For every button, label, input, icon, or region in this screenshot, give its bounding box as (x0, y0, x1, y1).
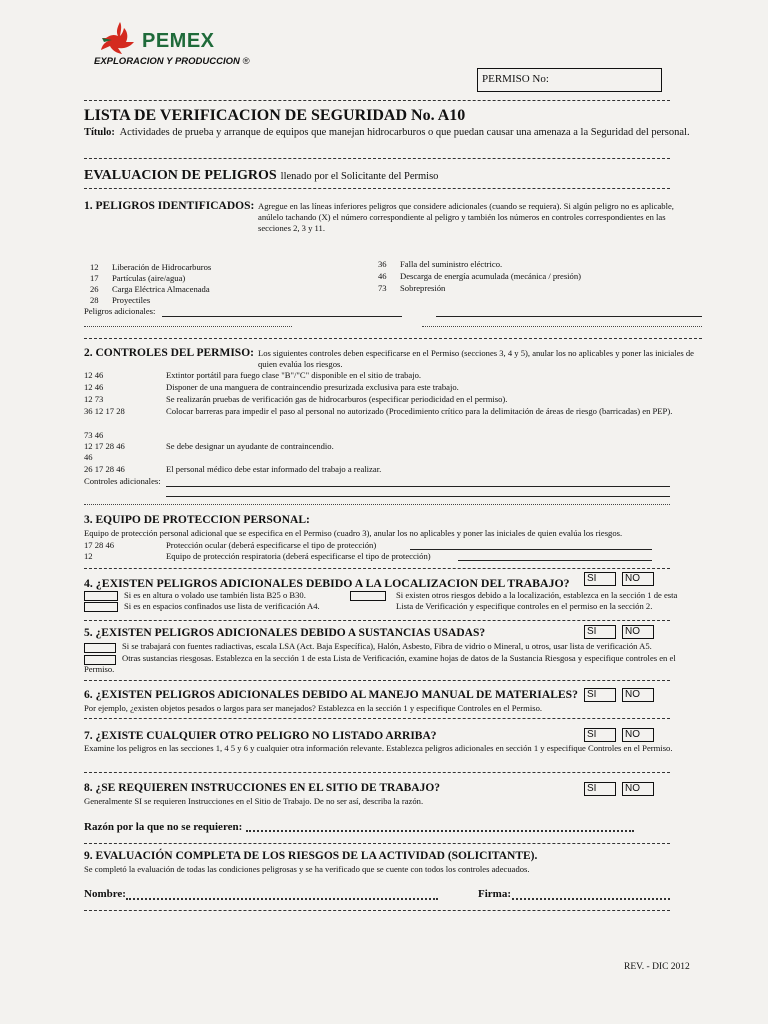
divider (84, 620, 670, 621)
hazard-code: 26 (90, 284, 99, 294)
section-9-heading: 9. EVALUACIÓN COMPLETA DE LOS RIESGOS DE LA ACTIVIDAD (SOLICITANTE). (84, 850, 538, 862)
logo-subsidiary: EXPLORACION Y PRODUCCION ® (94, 56, 250, 67)
hazard-code: 28 (90, 295, 99, 305)
hazard-text: Sobrepresión (400, 283, 446, 293)
checkbox-other-location[interactable] (350, 591, 386, 601)
hazard-code: 73 (378, 283, 387, 293)
section-4-heading: 4. ¿EXISTEN PELIGROS ADICIONALES DEBIDO A LA LOCALIZACION DEL TRABAJO? (84, 576, 570, 590)
yes-checkbox[interactable]: SI (584, 728, 616, 742)
option-text: Si es en espacios confinados use lista de verificación A4. (124, 601, 320, 611)
divider (84, 843, 670, 844)
yes-checkbox[interactable]: SI (584, 782, 616, 796)
divider (84, 338, 702, 339)
no-checkbox[interactable]: NO (622, 782, 654, 796)
ppe-text: Equipo de protección respiratoria (deberá especificarse el tipo de protección) (166, 551, 431, 561)
additional-hazards-line[interactable] (84, 326, 292, 327)
control-text: Colocar barreras para impedir el paso al personal no autorizado (Procedimiento crítico para la delimitación de áreas de riesgo (barricadas) en PEP). (166, 406, 673, 416)
hazard-code: 36 (378, 259, 387, 269)
divider (84, 158, 670, 159)
additional-hazards-line[interactable] (422, 326, 702, 327)
additional-hazards-label: Peligros adicionales: (84, 306, 156, 316)
no-checkbox[interactable]: NO (622, 728, 654, 742)
hazard-text: Liberación de Hidrocarburos (112, 262, 212, 272)
checkbox-confined[interactable] (84, 602, 118, 612)
hazard-code: 46 (378, 271, 387, 281)
name-field[interactable] (126, 898, 438, 900)
eval-heading: EVALUACION DE PELIGROS llenado por el Solicitante del Permiso (84, 168, 439, 183)
signature-label: Firma: (478, 888, 511, 900)
control-text: Disponer de una manguera de contraincendio presurizada exclusiva para este trabajo. (166, 382, 459, 392)
section-2-instructions: Los siguientes controles deben especificarse en el Permiso (secciones 3, 4 y 5), anular los no aplicables y poner las iniciales de quien evalúa los riesgos. (258, 348, 694, 369)
option-text: Si se trabajará con fuentes radiactivas, escala LSA (Act. Baja Específica), Halón, Asbesto, Fibra de vidrio o Mineral, u otros, usar lista de verificación A5. (122, 641, 652, 651)
checkbox-height[interactable] (84, 591, 118, 601)
section-2-heading: 2. CONTROLES DEL PERMISO: (84, 347, 254, 359)
yes-checkbox[interactable]: SI (584, 572, 616, 586)
ppe-code: 12 (84, 551, 93, 561)
control-code: 12 46 (84, 370, 104, 380)
additional-controls-line[interactable] (84, 504, 670, 505)
reason-label: Razón por la que no se requieren: (84, 821, 243, 833)
reason-field[interactable] (246, 830, 634, 832)
section-8-text: Generalmente SI se requieren Instrucciones en el Sitio de Trabajo. De no ser así, describa la razón. (84, 796, 424, 806)
control-text: El personal médico debe estar informado del trabajo a realizar. (166, 464, 382, 474)
control-code: 12 46 (84, 382, 104, 392)
yes-checkbox[interactable]: SI (584, 625, 616, 639)
no-checkbox[interactable]: NO (622, 572, 654, 586)
divider (84, 680, 670, 681)
option-text: Si es en altura o volado use también lista B25 o B30. (124, 590, 306, 600)
hazard-text: Descarga de energía acumulada (mecánica / presión) (400, 271, 582, 281)
additional-controls-line[interactable] (166, 496, 670, 497)
hazard-text: Falla del suministro eléctrico. (400, 259, 503, 269)
no-checkbox[interactable]: NO (622, 625, 654, 639)
divider (84, 718, 670, 719)
control-code: 46 (84, 452, 93, 462)
section-7-text: Examine los peligros en las secciones 1, 4 5 y 6 y cualquier otra información relevante. Establezca peligros adicionales en sección 1 y especifique Controles en el Permiso. (84, 743, 673, 753)
control-code: 12 73 (84, 394, 104, 404)
ppe-line[interactable] (410, 549, 652, 550)
ppe-line[interactable] (458, 560, 652, 561)
section-3-instructions: Equipo de protección personal adicional que se especifica en el Permiso (cuadro 3), anular los no aplicables y poner las iniciales de quien evalúa los riesgos. (84, 528, 623, 538)
section-5-heading: 5. ¿EXISTEN PELIGROS ADICIONALES DEBIDO A SUSTANCIAS USADAS? (84, 627, 486, 639)
divider (84, 100, 670, 101)
hazard-text: Partículas (aire/agua) (112, 273, 186, 283)
control-text: Se debe designar un ayudante de contraincendio. (166, 441, 334, 451)
divider (84, 910, 670, 911)
hazard-text: Carga Eléctrica Almacenada (112, 284, 210, 294)
revision-label: REV. - DIC 2012 (624, 962, 690, 972)
ppe-text: Protección ocular (deberá especificarse el tipo de protección) (166, 540, 377, 550)
divider (84, 772, 670, 773)
hazard-text: Proyectiles (112, 295, 151, 305)
section-7-heading: 7. ¿EXISTE CUALQUIER OTRO PELIGRO NO LISTADO ARRIBA? (84, 730, 437, 742)
control-code: 26 17 28 46 (84, 464, 125, 474)
section-6-text: Por ejemplo, ¿existen objetos pesados o largos para ser manejados? Establezca en la sección 1 y especifique Controles en el Permiso. (84, 703, 543, 713)
hazard-code: 17 (90, 273, 99, 283)
section-6-heading: 6. ¿EXISTEN PELIGROS ADICIONALES DEBIDO AL MANEJO MANUAL DE MATERIALES? (84, 688, 578, 701)
signature-field[interactable] (512, 898, 670, 900)
permit-number-field[interactable] (477, 68, 662, 92)
hazard-code: 12 (90, 262, 99, 272)
additional-hazards-line[interactable] (436, 316, 702, 317)
divider (84, 188, 670, 189)
section-1-heading: 1. PELIGROS IDENTIFICADOS: (84, 200, 255, 212)
additional-controls-line[interactable] (166, 486, 670, 487)
yes-checkbox[interactable]: SI (584, 688, 616, 702)
logo-text: PEMEX (142, 30, 215, 52)
additional-hazards-line[interactable] (162, 316, 402, 317)
control-text: Extintor portátil para fuego clase "B"/"C" disponible en el sitio de trabajo. (166, 370, 422, 380)
name-label: Nombre: (84, 888, 126, 900)
option-text: Otras sustancias riesgosas. Establezca en la sección 1 de esta Lista de Verificación, examine hojas de datos de la Sustancia Riesgosa y especifique controles en el Permiso. (84, 653, 676, 674)
control-text: Se realizarán pruebas de verificación gas de hidrocarburos (especificar periodicidad en el permiso). (166, 394, 508, 404)
option-text: Si existen otros riesgos debido a la localización, establezca en la sección 1 de esta Lista de Verificación y especifique controles en el permiso en la sección 2. (396, 590, 678, 611)
divider (84, 568, 670, 569)
pemex-eagle-icon (98, 20, 142, 56)
ppe-code: 17 28 46 (84, 540, 115, 550)
document-subtitle: Título: Actividades de prueba y arranque de equipos que manejan hidrocarburos o que puedan causar una amenaza a la Seguridad del personal. (84, 127, 690, 138)
no-checkbox[interactable]: NO (622, 688, 654, 702)
control-code: 73 46 (84, 430, 104, 440)
checkbox-radioactive[interactable] (84, 643, 116, 653)
control-code: 12 17 28 46 (84, 441, 125, 451)
document-title: LISTA DE VERIFICACION DE SEGURIDAD No. A10 (84, 107, 466, 124)
pemex-logo (94, 20, 250, 72)
section-1-instructions: Agregue en las líneas inferiores peligros que considere adicionales (cuando se requiera). Si algún peligro no es aplicable, anúlelo tachando (X) el número correspondiente al peligro y también los números en controles correspondientes en las secciones 2, 3 y 11. (258, 201, 674, 233)
section-8-heading: 8. ¿SE REQUIEREN INSTRUCCIONES EN EL SITIO DE TRABAJO? (84, 782, 441, 794)
control-code: 36 12 17 28 (84, 406, 125, 416)
section-3-heading: 3. EQUIPO DE PROTECCION PERSONAL: (84, 514, 310, 526)
permit-label: PERMISO No: (482, 73, 549, 85)
additional-controls-label: Controles adicionales: (84, 476, 161, 486)
section-9-text: Se completó la evaluación de todas las condiciones peligrosas y se ha verificado que se cuente con todos los controles adecuados. (84, 864, 530, 874)
